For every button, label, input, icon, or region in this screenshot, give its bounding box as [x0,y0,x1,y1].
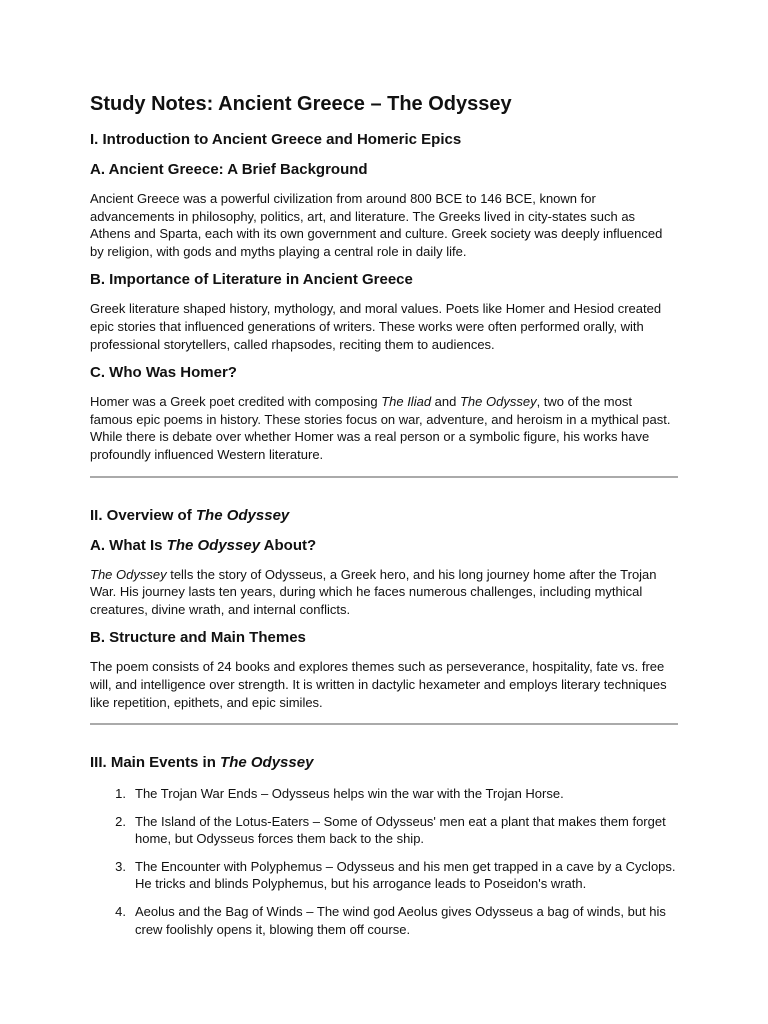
list-item-text: Aeolus and the Bag of Winds – The wind god Aeolus gives Odysseus a bag of winds, but his crew foolishly opens it, blowing them off course. [135,904,666,937]
list-item-text: The Trojan War Ends – Odysseus helps win the war with the Trojan Horse. [135,786,564,802]
book-title: The Odyssey [459,394,537,410]
subsection-heading: C. Who Was Homer? [90,364,237,382]
paragraph-text: and [431,394,460,410]
document-title: Study Notes: Ancient Greece – The Odyssey [90,93,512,115]
list-item [90,858,678,893]
paragraph-text: Homer was a Greek poet credited with composing [90,394,382,410]
list-number: 3. [115,858,126,874]
book-title: The Odyssey [166,536,261,554]
list-item-text: The Encounter with Polyphemus – Odysseus and his men get trapped in a cave by a Cyclops. He tricks and blinds Polyphemus, but his arrogance leads to Poseidon's wrath. [135,858,676,892]
paragraph [90,566,678,619]
paragraph: Ancient Greece was a powerful civilization from around 800 BCE to 146 BCE, known for advancements in philosophy, politics, art, and literature. The Greeks lived in city-states such as Athens and Sparta, each with its own government and culture. Greek society was deeply influenced by religion, with gods and myths playing a central role in daily life. [90,191,663,259]
book-title: The Odyssey [90,566,167,582]
heading-text: II. Overview of [90,506,196,524]
paragraph-text: , two of the most famous epic poems in history. These stories focus on war, adventure, and heroism in a mythical past. While there is debate over whether Homer was a real person or a symbolic figure, his works have profoundly influenced Western literature. [90,394,671,462]
book-title: The Odyssey [220,754,314,772]
subsection-heading: B. Importance of Literature in Ancient Greece [90,271,413,289]
heading-text: III. Main Events in [90,754,221,772]
section-main-events [90,753,678,938]
list-number: 1. [115,786,126,802]
list-number: 2. [115,813,126,829]
paragraph: Greek literature shaped history, mythology, and moral values. Poets like Homer and Hesiod created epic stories that influenced generations of writers. These works were often performed orally, with professional storytellers, called rhapsodes, reciting them to audiences. [90,301,662,352]
subsection-heading [90,536,678,556]
paragraph-text: tells the story of Odysseus, a Greek hero, and his long journey home after the Trojan War. His journey lasts ten years, during which he faces numerous challenges, including mythical creatures, divine wrath, and internal conflicts. [90,566,657,617]
book-title: The Odyssey [195,506,290,524]
list-item-text: The Island of the Lotus-Eaters – Some of Odysseus' men eat a plant that makes them forget home, but Odysseus forces them back to the ship. [135,813,666,847]
events-list [90,785,678,938]
book-title: The Iliad [381,394,432,410]
heading-text: About? [260,536,317,554]
paragraph: The poem consists of 24 books and explores themes such as perseverance, hospitality, fate vs. free will, and intelligence over strength. It is written in dactylic hexameter and employs literary techniques like repetition, epithets, and epic similes. [90,659,667,710]
list-item [90,813,678,848]
section-heading [90,506,678,526]
subsection-heading: B. Structure and Main Themes [90,629,306,647]
section-introduction [90,130,678,464]
section-divider [90,723,678,725]
list-number: 4. [115,904,126,920]
subsection-heading: A. Ancient Greece: A Brief Background [90,161,368,178]
list-item [90,903,678,938]
section-divider [90,476,678,478]
section-overview [90,506,678,712]
section-heading [90,753,678,773]
paragraph [90,393,678,463]
heading-text: A. What Is [90,536,167,554]
list-item [90,785,678,803]
section-heading: I. Introduction to Ancient Greece and Homeric Epics [90,131,462,148]
